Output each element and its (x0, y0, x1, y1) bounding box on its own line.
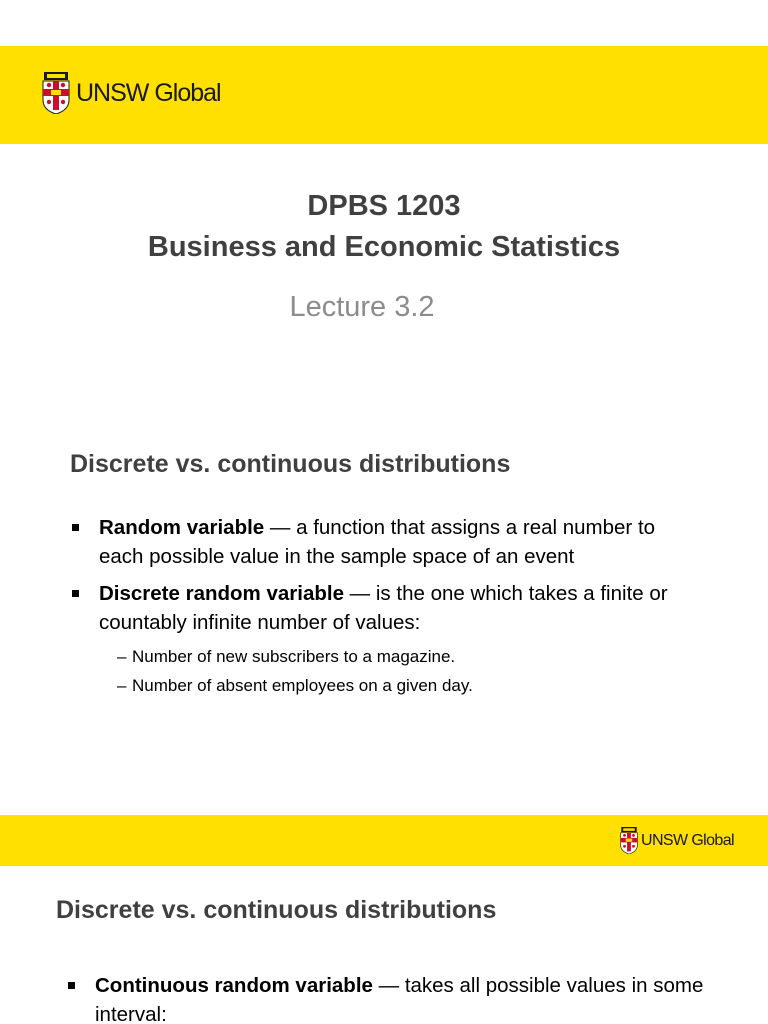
course-name: Business and Economic Statistics (147, 231, 621, 263)
list-item (70, 579, 690, 700)
lecture-number: Lecture 3.2 (289, 291, 435, 323)
term: Discrete random variable (99, 582, 344, 605)
square-bullet-icon (72, 590, 79, 597)
square-bullet-icon (72, 524, 79, 531)
definition: — takes all possible values in some interval: (95, 974, 704, 1024)
course-code: DPBS 1203 (307, 190, 461, 222)
sub-list-item: – Number of absent employees on a given day. (99, 671, 690, 700)
slide2-bullet-list (70, 513, 690, 700)
sub-list (99, 642, 690, 700)
unsw-crest-icon (42, 72, 70, 114)
dash-icon: – (117, 676, 127, 695)
slide3-heading: Discrete vs. continuous distributions (56, 896, 497, 924)
unsw-global-logo (42, 72, 221, 114)
slide2-heading: Discrete vs. continuous distributions (70, 450, 511, 478)
logo-text: UNSW Global (641, 831, 734, 849)
term: Continuous random variable (95, 974, 373, 997)
unsw-global-logo (620, 827, 734, 854)
unsw-crest-icon (620, 827, 638, 854)
slide3-bullet-list (66, 971, 706, 1024)
course-title (0, 186, 768, 268)
dash-icon: – (117, 647, 127, 666)
logo-text: UNSW Global (76, 78, 221, 107)
definition: — a function that assigns a real number to each possible value in the sample space of an event (99, 516, 656, 568)
square-bullet-icon (68, 982, 75, 989)
term: Random variable (99, 516, 265, 539)
sub-list-item: – Number of new subscribers to a magazine. (99, 642, 690, 671)
list-item (70, 513, 690, 571)
list-item (66, 971, 706, 1024)
definition: — is the one which takes a finite or countably infinite number of values: (99, 582, 668, 634)
